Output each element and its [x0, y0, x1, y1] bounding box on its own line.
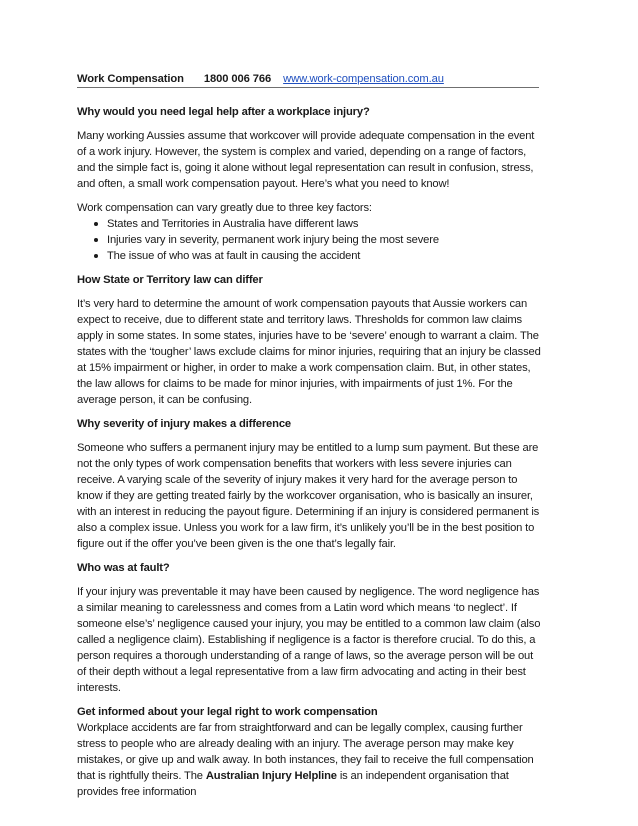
list-item: Injuries vary in severity, permanent work injury being the most severe: [77, 232, 541, 248]
list-item: The issue of who was at fault in causing the accident: [77, 248, 541, 264]
factors-lead: Work compensation can vary greatly due to three key factors:: [77, 202, 372, 214]
informed-heading: Get informed about your legal right to work compensation: [77, 706, 378, 718]
company-name: Work Compensation: [77, 73, 184, 85]
page-header: [77, 73, 539, 88]
informed-text-end: is an independent organisation that provides free information: [77, 770, 509, 798]
phone-number: 1800 006 766: [203, 73, 272, 85]
severity-heading: Why severity of injury makes a difference: [77, 418, 291, 430]
intro-heading: Why would you need legal help after a workplace injury?: [77, 106, 370, 118]
informed-text-start: Workplace accidents are far from straightforward and can be legally complex, causing further stress to people who are already dealing with an injury. The average person may make key mistakes, or give up and walk away. In both instances, they fail to receive the full compensation that is rightfully theirs. The: [77, 722, 534, 782]
state-law-paragraph: It’s very hard to determine the amount of work compensation payouts that Aussie workers can expect to receive, due to different state and territory laws. Thresholds for common law claims apply in some states. In some states, injuries have to be ‘severe’ enough to warrant a claim. The states with the ‘tougher’ laws exclude claims for minor injuries, requiring that an injury be classed at 15% impairment or higher, in order to make a work compensation claim. But, in other states, the law allows for claims to be made for minor injuries, with impairments of just 1%. For the average person, it can be confusing.: [77, 298, 541, 406]
intro-paragraph: Many working Aussies assume that workcover will provide adequate compensation in the event of a work injury. However, the system is complex and varied, depending on a range of factors, and the simple fact is, going it alone without legal representation can result in confusion, stress, and often, a small work compensation payout. Here’s what you need to know!: [77, 130, 535, 190]
list-item: States and Territories in Australia have different laws: [77, 216, 541, 232]
website-link[interactable]: www.work-compensation.com.au: [283, 73, 444, 85]
state-law-heading: How State or Territory law can differ: [77, 274, 263, 286]
fault-paragraph: If your injury was preventable it may have been caused by negligence. The word negligence has a similar meaning to carelessness and comes from a Latin word which means ‘to neglect’. If someone else’s’ negligence caused your injury, you may be entitled to a common law claim (also called a negligence claim). Establishing if negligence is a factor is therefore crucial. To do this, a person requires a thorough understanding of a range of laws, so the average person will be out of their depth without a legal representative from a law firm advocating and acting in their best interests.: [77, 586, 541, 694]
fault-heading: Who was at fault?: [77, 562, 170, 574]
informed-paragraph: [77, 720, 541, 800]
severity-paragraph: Someone who suffers a permanent injury may be entitled to a lump sum payment. But these are not the only types of work compensation benefits that workers with less severe injuries can receive. A varying scale of the severity of injury makes it very hard for the average person to know if they are getting treated fairly by the workcover organisation, who is basically an insurer, with an interest in reducing the payout figure. Determining if an injury is considered permanent is also a complex issue. Unless you work for a law firm, it’s unlikely you’ll be in the best position to figure out if the offer you’ve been given is the one that’s legally fair.: [77, 442, 540, 550]
document-body: [77, 104, 541, 808]
organisation-name: Australian Injury Helpline: [205, 770, 337, 782]
factors-list: [77, 216, 541, 264]
